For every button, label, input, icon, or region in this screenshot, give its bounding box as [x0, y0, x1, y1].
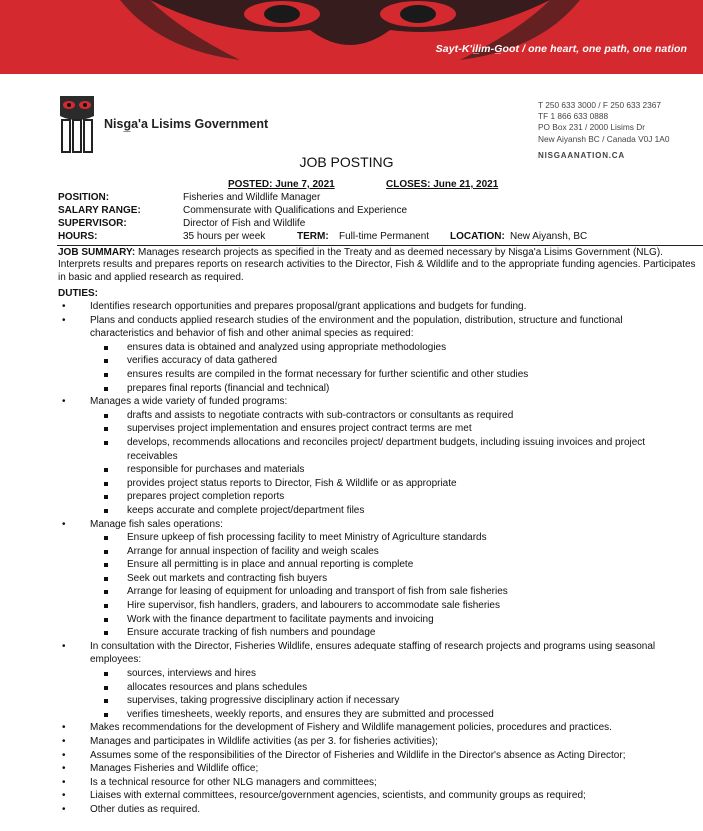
- duties-heading: DUTIES:: [58, 288, 98, 299]
- sub-duty-item: supervises project implementation and ensures project contract terms are met: [90, 422, 680, 436]
- sub-duty-item: Arrange for leasing of equipment for unloading and transport of fish from sale fisheries: [90, 585, 680, 599]
- header-banner: [0, 0, 703, 74]
- organization-name: Nisg̲a'a Lisims Government: [104, 117, 269, 131]
- duty-text: Makes recommendations for the development of Fishery and Wildlife management policies, procedures and practices.: [90, 722, 612, 734]
- sub-duty-list: [90, 341, 680, 395]
- contact-tollfree: TF 1 866 633 0888: [538, 111, 609, 122]
- duty-text: Manages Fisheries and Wildlife office;: [90, 763, 259, 775]
- sub-duty-item: Work with the finance department to facilitate payments and invoicing: [90, 613, 680, 627]
- duty-text: Manages a wide variety of funded programs:: [90, 396, 288, 408]
- sub-duty-item: provides project status reports to Director, Fish & Wildlife or as appropriate: [90, 477, 680, 491]
- duty-item: [0, 395, 680, 517]
- location-value: New Aiyansh, BC: [510, 231, 588, 242]
- duty-text: Assumes some of the responsibilities of the Director of Fisheries and Wildlife in the Director's absence as Acting Director;: [90, 749, 626, 761]
- sub-duty-item: verifies accuracy of data gathered: [90, 354, 680, 368]
- duty-text: Identifies research opportunities and prepares proposal/grant applications and budgets for funding.: [90, 301, 527, 312]
- sub-duty-item: Ensure upkeep of fish processing facility to meet Ministry of Agriculture standards: [90, 531, 680, 545]
- duty-item: [0, 518, 680, 640]
- salary-label: SALARY RANGE:: [58, 205, 141, 216]
- location-label: LOCATION:: [450, 231, 505, 242]
- duties-list: [0, 300, 680, 817]
- hours-label: HOURS:: [58, 231, 98, 242]
- duty-item: [0, 735, 680, 749]
- sub-duty-item: Ensure all permitting is in place and annual reporting is complete: [90, 558, 680, 572]
- position-value: Fisheries and Wildlife Manager: [183, 192, 321, 203]
- supervisor-label: SUPERVISOR:: [58, 218, 127, 229]
- contact-po-box: PO Box 231 / 2000 Lisims Dr: [538, 122, 645, 133]
- sub-duty-item: Hire supervisor, fish handlers, graders, and labourers to accommodate sale fisheries: [90, 599, 680, 613]
- duty-text: In consultation with the Director, Fisheries Wildlife, ensures adequate staffing of research projects and programs using seasonal employees:: [90, 640, 656, 666]
- sub-duty-item: Ensure accurate tracking of fish numbers and poundage: [90, 626, 680, 640]
- page-title: JOB POSTING: [299, 154, 394, 170]
- supervisor-value: Director of Fish and Wildlife: [183, 218, 306, 229]
- duty-text: Manage fish sales operations:: [90, 518, 223, 530]
- sub-duty-item: prepares project completion reports: [90, 490, 680, 504]
- term-label: TERM:: [297, 231, 329, 242]
- duty-item: [0, 789, 680, 803]
- sub-duty-list: [90, 531, 680, 640]
- contact-block: [538, 100, 669, 161]
- sub-duty-item: ensures results are compiled in the format necessary for further scientific and other studies: [90, 368, 680, 382]
- salary-value: Commensurate with Qualifications and Experience: [183, 205, 407, 216]
- summary-text: Manages research projects as specified in the Treaty and as deemed necessary by Nisga'a Lisims Government (NLG). Interprets results and prepares reports on research activities to the Director, Fish & Wildlife and to the appropriate funding agencies. Participates in basic and applied research as required.: [58, 247, 696, 283]
- duty-text: Manages and participates in Wildlife activities (as per 3. for fisheries activities);: [90, 736, 438, 747]
- banner-tagline: Sayt-K'il̲im-G̲oot / one heart, one path, one nation: [435, 43, 687, 55]
- sub-duty-item: drafts and assists to negotiate contracts with sub-contractors or consultants as required: [90, 409, 680, 423]
- duty-text: Other duties as required.: [90, 803, 201, 815]
- website-link[interactable]: NISGAANATION.CA: [538, 150, 625, 160]
- duty-text: Plans and conducts applied research studies of the environment and the population, distribution, structure and functional characteristics and behavior of fish and other animal species as required:: [90, 314, 623, 340]
- sub-duty-item: prepares final reports (financial and technical): [90, 382, 680, 396]
- contact-city: New Aiyansh BC / Canada V0J 1A0: [538, 133, 670, 144]
- job-summary: [58, 247, 698, 284]
- summary-label: JOB SUMMARY:: [58, 247, 136, 258]
- sub-duty-list: [90, 409, 680, 518]
- sub-duty-item: keeps accurate and complete project/department files: [90, 504, 680, 518]
- sub-duty-item: sources, interviews and hires: [90, 667, 680, 681]
- sub-duty-item: allocates resources and plans schedules: [90, 681, 680, 695]
- sub-duty-item: verifies timesheets, weekly reports, and ensures they are submitted and processed: [90, 708, 680, 722]
- duty-item: [0, 721, 680, 735]
- posted-date: POSTED: June 7, 2021: [228, 179, 335, 190]
- duty-text: Liaises with external committees, resource/government agencies, scientists, and community groups as required;: [90, 790, 586, 802]
- nisgaa-crest-icon: [56, 94, 98, 159]
- sub-duty-item: supervises, taking progressive disciplinary action if necessary: [90, 694, 680, 708]
- duty-item: [0, 300, 680, 314]
- duty-item: [0, 776, 680, 790]
- duty-text: Is a technical resource for other NLG managers and committees;: [90, 776, 377, 788]
- term-value: Full-time Permanent: [339, 231, 430, 242]
- sub-duty-item: Seek out markets and contracting fish buyers: [90, 572, 680, 586]
- duty-item: [0, 749, 680, 763]
- sub-duty-item: develops, recommends allocations and reconciles project/ department budgets, including issuing invoices and project receivables: [90, 436, 680, 463]
- duty-item: [0, 762, 680, 776]
- formline-art-icon: [0, 0, 703, 74]
- contact-phone: T 250 633 3000 / F 250 633 2367: [538, 100, 662, 110]
- sub-duty-item: Arrange for annual inspection of facility and weigh scales: [90, 545, 680, 559]
- hours-value: 35 hours per week: [183, 231, 266, 242]
- sub-duty-item: ensures data is obtained and analyzed using appropriate methodologies: [90, 341, 680, 355]
- duty-item: [0, 803, 680, 817]
- sub-duty-item: responsible for purchases and materials: [90, 463, 680, 477]
- position-label: POSITION:: [58, 192, 110, 203]
- closing-date: CLOSES: June 21, 2021: [386, 179, 499, 190]
- section-divider: [57, 245, 703, 246]
- duty-item: [0, 640, 680, 722]
- sub-duty-list: [90, 667, 680, 721]
- duty-item: [0, 314, 680, 396]
